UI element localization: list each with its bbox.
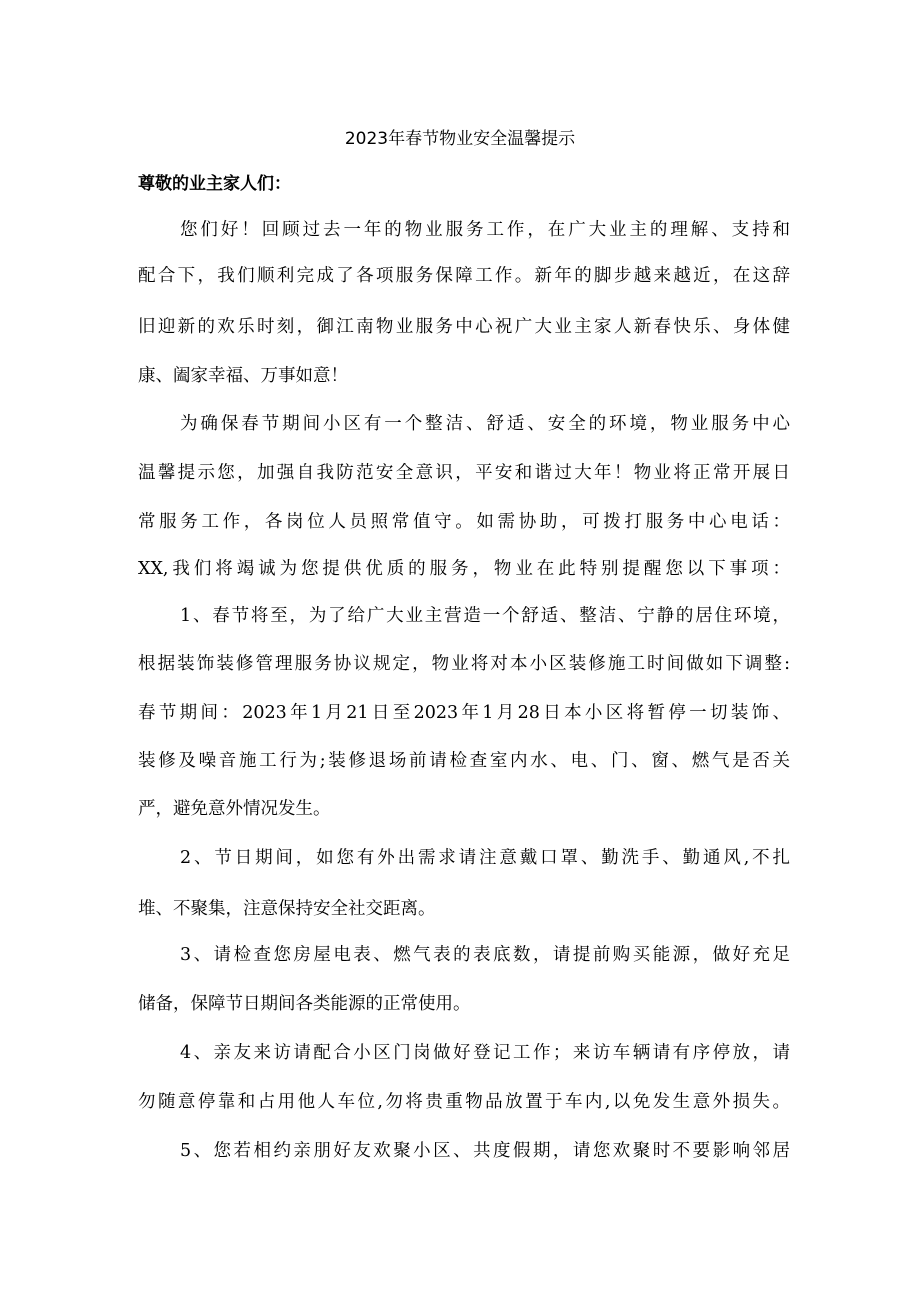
paragraph-line: 常服务工作，各岗位人员照常值守。如需协助，可拨打服务中心电话： xyxy=(138,512,790,532)
paragraph-line: 根据装饰装修管理服务协议规定，物业将对本小区装修施工时间做如下调整: xyxy=(138,654,790,674)
paragraph-line: 1、春节将至，为了给广大业主营造一个舒适、整洁、宁静的居住环境， xyxy=(180,606,790,626)
salutation: 尊敬的业主家人们： xyxy=(138,174,291,194)
document-title: 2023年春节物业安全温馨提示 xyxy=(344,129,576,149)
paragraph-line: 您们好！回顾过去一年的物业服务工作，在广大业主的理解、支持和 xyxy=(180,220,790,240)
paragraph-line: 配合下，我们顺利完成了各项服务保障工作。新年的脚步越来越近，在这辞 xyxy=(138,266,790,286)
paragraph-line: 为确保春节期间小区有一个整洁、舒适、安全的环境，物业服务中心 xyxy=(180,414,790,434)
paragraph-line: XX,我们将竭诚为您提供优质的服务，物业在此特别提醒您以下事项： xyxy=(138,559,790,579)
paragraph-line: 温馨提示您，加强自我防范安全意识，平安和谐过大年！物业将正常开展日 xyxy=(138,463,790,483)
paragraph-line: 勿随意停靠和占用他人车位,勿将贵重物品放置于车内,以免发生意外损失。 xyxy=(138,1092,790,1112)
paragraph-line: 2、节日期间，如您有外出需求请注意戴口罩、勤洗手、勤通风,不扎 xyxy=(180,848,790,868)
paragraph-line: 5、您若相约亲朋好友欢聚小区、共度假期，请您欢聚时不要影响邻居 xyxy=(180,1141,790,1161)
paragraph-line: 3、请检查您房屋电表、燃气表的表底数，请提前购买能源，做好充足 xyxy=(180,945,790,965)
paragraph-line: 康、阖家幸福、万事如意！ xyxy=(138,366,348,386)
paragraph-line: 春节期间：2023年1月21日至2023年1月28日本小区将暂停一切装饰、 xyxy=(138,703,790,723)
paragraph-line: 储备，保障节日期间各类能源的正常使用。 xyxy=(138,994,471,1014)
paragraph-line: 严，避免意外情况发生。 xyxy=(138,799,331,819)
paragraph-line: 旧迎新的欢乐时刻，御江南物业服务中心祝广大业主家人新春快乐、身体健 xyxy=(138,317,790,337)
paragraph-line: 装修及噪音施工行为;装修退场前请检查室内水、电、门、窗、燃气是否关 xyxy=(138,751,790,771)
paragraph-line: 堆、不聚集，注意保持安全社交距离。 xyxy=(138,899,436,919)
paragraph-line: 4、亲友来访请配合小区门岗做好登记工作；来访车辆请有序停放，请 xyxy=(180,1043,790,1063)
